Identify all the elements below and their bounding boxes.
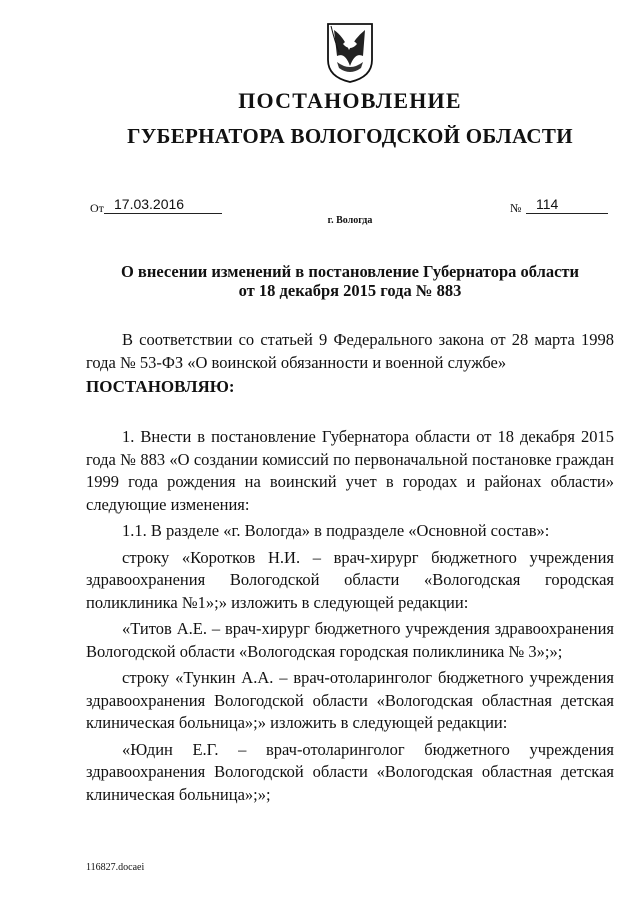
coat-of-arms-emblem bbox=[325, 22, 375, 84]
number-label: № bbox=[510, 201, 522, 215]
document-subject bbox=[0, 262, 640, 300]
file-reference: 116827.docaei bbox=[86, 862, 145, 873]
paragraph-3: строку «Тункин А.А. – врач-отоларинголог бюджетного учреждения здравоохранения Вологодской области «Вологодская областная детская клиническая больница»;» изложить в следующей редакции: bbox=[86, 668, 614, 732]
item-1-1-paragraph: 1.1. В разделе «г. Вологда» в подразделе «Основной состав»: bbox=[122, 521, 550, 540]
decree-heading: ПОСТАНОВЛЯЮ: bbox=[86, 377, 235, 396]
preamble-paragraph: В соответствии со статьей 9 Федерального закона от 28 марта 1998 года № 53-ФЗ «О воинской обязанности и военной службе» bbox=[86, 330, 614, 372]
subject-line-1: О внесении изменений в постановление Губернатора области bbox=[120, 262, 580, 281]
city-label: г. Вологда bbox=[327, 215, 373, 226]
paragraph-2: «Титов А.Е. – врач-хирург бюджетного учреждения здравоохранения Вологодской области «Вологодская городская поликлиника № 3»;»; bbox=[86, 619, 614, 661]
body-items bbox=[86, 426, 614, 806]
subject-line-2: от 18 декабря 2015 года № 883 bbox=[238, 281, 462, 300]
paragraph-4: «Юдин Е.Г. – врач-отоларинголог бюджетного учреждения здравоохранения Вологодской области «Вологодская областная детская клиническая больница»;»; bbox=[86, 739, 614, 804]
document-number: 114 bbox=[526, 196, 608, 214]
paragraph-1: строку «Коротков Н.И. – врач-хирург бюджетного учреждения здравоохранения Вологодской области «Вологодская городская поликлиника №1»;» изложить в следующей редакции: bbox=[86, 547, 614, 612]
item-1-paragraph: 1. Внести в постановление Губернатора области от 18 декабря 2015 года № 883 «О создании комиссий по первоначальной постановке граждан 1999 года рождения на воинский учет в городах и районах области» следующие изменения: bbox=[86, 427, 614, 514]
document-subtitle: ГУБЕРНАТОРА ВОЛОГОДСКОЙ ОБЛАСТИ bbox=[127, 124, 573, 148]
date-label: От bbox=[90, 201, 104, 215]
document-title: ПОСТАНОВЛЕНИЕ bbox=[238, 88, 462, 113]
document-body bbox=[86, 329, 614, 374]
document-date: 17.03.2016 bbox=[104, 196, 222, 214]
